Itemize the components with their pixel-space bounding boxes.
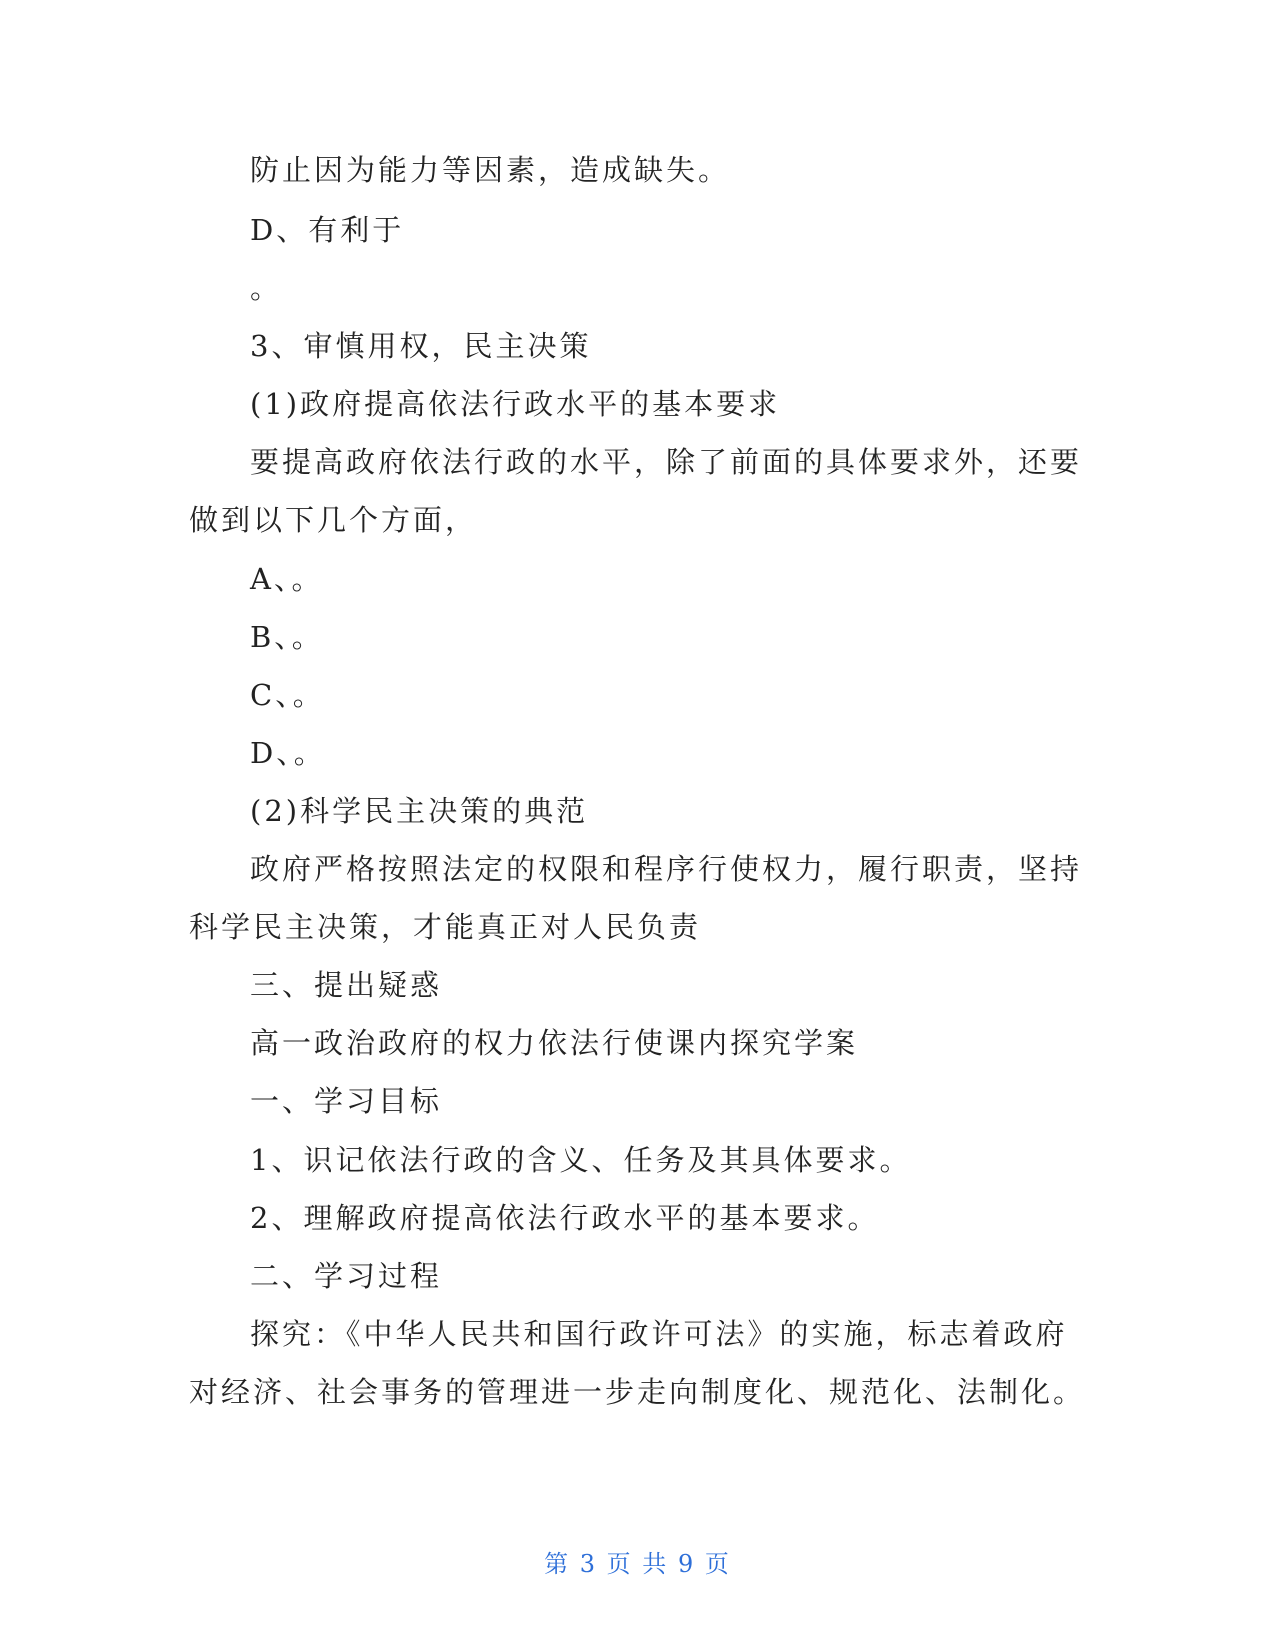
- option-d-line: D、。: [250, 736, 326, 770]
- section-heading: 一、学习目标: [250, 1084, 443, 1118]
- paragraph-line: 对经济、社会事务的管理进一步走向制度化、规范化、法制化。: [189, 1375, 1086, 1409]
- option-d-line: D、有利于: [250, 213, 405, 247]
- paragraph-line: 政府严格按照法定的权限和程序行使权力，履行职责，坚持: [250, 852, 1083, 886]
- list-item: 1、识记依法行政的含义、任务及其具体要求。: [250, 1143, 912, 1177]
- section-heading: 3、审慎用权，民主决策: [250, 329, 592, 363]
- text-line: 防止因为能力等因素，造成缺失。: [250, 153, 731, 187]
- paragraph-line: 探究：《中华人民共和国行政许可法》的实施，标志着政府: [250, 1317, 1068, 1351]
- text-line: 。: [250, 271, 283, 305]
- document-title: 高一政治政府的权力依法行使课内探究学案: [250, 1026, 859, 1060]
- paragraph-line: 要提高政府依法行政的水平，除了前面的具体要求外，还要: [250, 445, 1083, 479]
- option-a-line: A、。: [250, 562, 324, 596]
- section-heading: 三、提出疑惑: [250, 968, 443, 1002]
- subsection-heading: (1)政府提高依法行政水平的基本要求: [250, 387, 781, 421]
- option-b-line: B、。: [250, 620, 324, 654]
- paragraph-line: 科学民主决策，才能真正对人民负责: [189, 910, 702, 944]
- list-item: 2、理解政府提高依法行政水平的基本要求。: [250, 1201, 880, 1235]
- page-number-footer: 第 3 页 共 9 页: [544, 1550, 731, 1578]
- option-c-line: C、。: [250, 678, 325, 712]
- subsection-heading: (2)科学民主决策的典范: [250, 794, 589, 828]
- paragraph-line: 做到以下几个方面，: [189, 503, 478, 537]
- section-heading: 二、学习过程: [250, 1259, 443, 1293]
